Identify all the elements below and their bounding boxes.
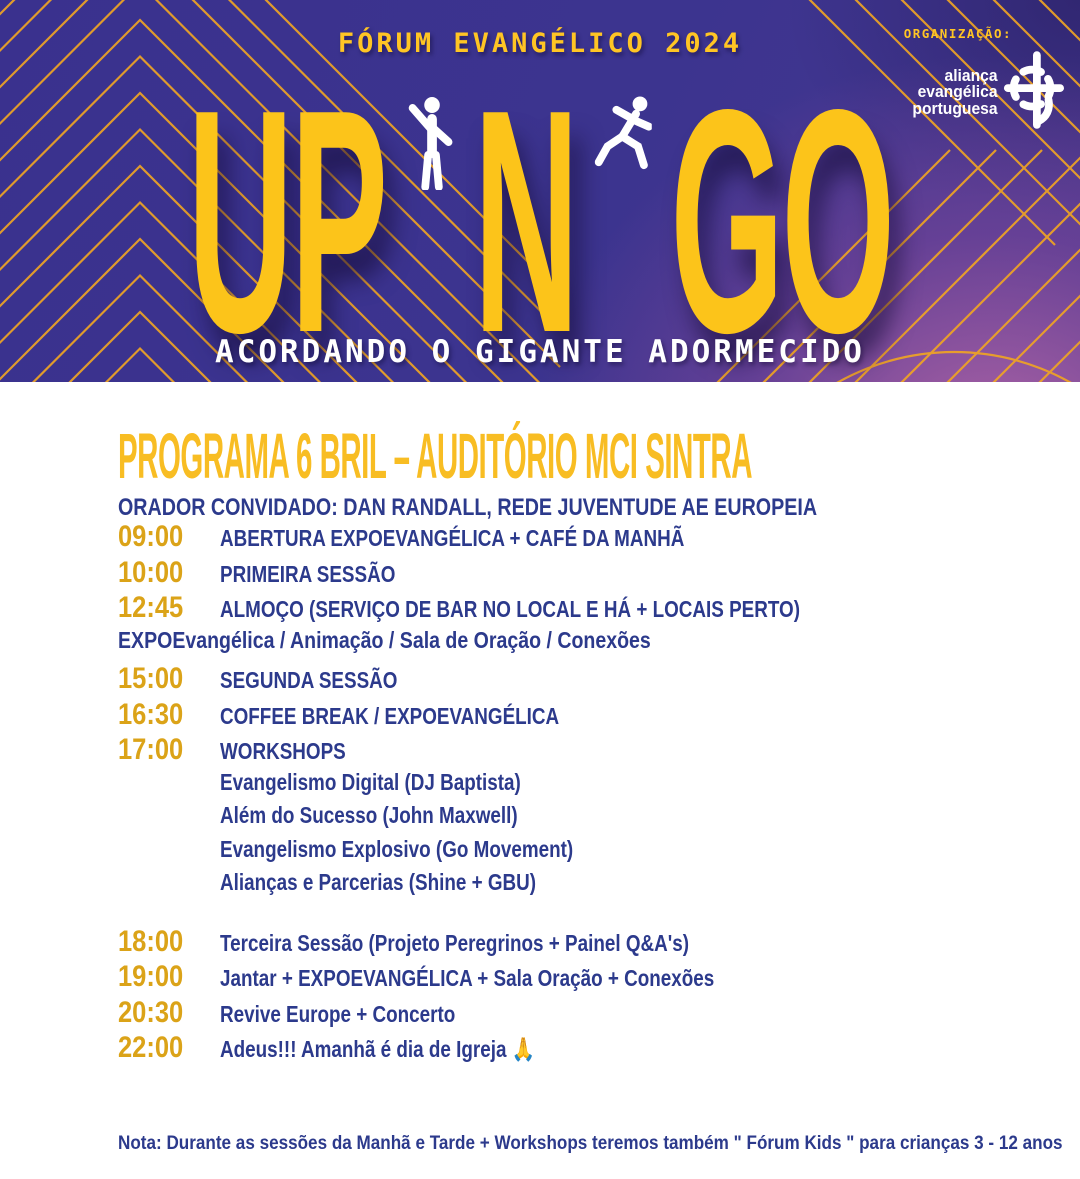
evening-schedule xyxy=(118,925,1018,1067)
organization-name xyxy=(912,65,998,118)
schedule-time: 09:00 xyxy=(118,520,184,553)
workshop-row xyxy=(220,869,1018,903)
workshop-row xyxy=(220,769,1018,803)
schedule-label: ABERTURA EXPOEVANGÉLICA + CAFÉ DA MANHÃ xyxy=(220,525,685,551)
workshop-row xyxy=(220,836,1018,870)
schedule-row xyxy=(118,996,1018,1032)
schedule-interlude xyxy=(118,627,1018,663)
schedule-row xyxy=(118,925,1018,961)
schedule-time: 20:30 xyxy=(118,995,184,1029)
schedule-row xyxy=(118,520,1018,556)
schedule-label: ALMOÇO (SERVIÇO DE BAR NO LOCAL E HÁ + LOCAIS PERTO) xyxy=(220,596,800,622)
schedule-label: PRIMEIRA SESSÃO xyxy=(220,560,396,587)
schedule-row xyxy=(118,556,1018,592)
schedule-time: 15:00 xyxy=(118,662,184,695)
title-word-n: N xyxy=(473,44,577,382)
schedule-label: Terceira Sessão (Projeto Peregrinos + Painel Q&A's) xyxy=(220,929,690,956)
schedule-row xyxy=(118,591,1018,627)
speaker-line: ORADOR CONVIDADO: DAN RANDALL, REDE JUVENTUDE AE EUROPEIA xyxy=(118,494,818,521)
workshop-row xyxy=(220,802,1018,836)
organization-name-line: portuguesa xyxy=(912,98,998,118)
schedule-time: 19:00 xyxy=(118,960,184,993)
footer-note: Nota: Durante as sessões da Manhã e Tarde + Workshops teremos também " Fórum Kids " para crianças 3 - 12 anos xyxy=(118,1132,1063,1154)
schedule-label: COFFEE BREAK / EXPOEVANGÉLICA xyxy=(220,702,560,729)
program-section xyxy=(118,420,1063,1155)
schedule-time: 22:00 xyxy=(118,1031,184,1064)
organization-block xyxy=(904,26,1064,136)
schedule-label: Revive Europe + Concerto xyxy=(220,1000,456,1027)
workshop-label: Evangelismo Explosivo (Go Movement) xyxy=(220,835,574,862)
aep-cross-icon xyxy=(1002,49,1064,136)
person-running-icon xyxy=(595,95,652,182)
program-heading: PROGRAMA 6 BRIL – AUDITÓRIO MCI SINTRA xyxy=(118,420,753,492)
workshop-label: Evangelismo Digital (DJ Baptista) xyxy=(220,768,521,795)
schedule-label: Adeus!!! Amanhã é dia de Igreja 🙏 xyxy=(220,1036,536,1062)
title-word-go: GO xyxy=(670,44,893,382)
person-waving-icon xyxy=(404,95,456,195)
schedule-time: 18:00 xyxy=(118,924,184,958)
schedule-label: WORKSHOPS xyxy=(220,738,346,764)
event-title: FÓRUM EVANGÉLICO 2024 xyxy=(337,28,743,59)
schedule xyxy=(118,520,1018,1067)
schedule-row xyxy=(118,698,1018,734)
schedule-label: SEGUNDA SESSÃO xyxy=(220,667,398,693)
schedule-row xyxy=(118,662,1018,698)
schedule-label: Jantar + EXPOEVANGÉLICA + Sala Oração + Conexões xyxy=(220,965,715,991)
workshop-label: Alianças e Parcerias (Shine + GBU) xyxy=(220,869,537,895)
organization-name-line: evangélica xyxy=(918,82,998,102)
banner-subtitle: ACORDANDO O GIGANTE ADORMECIDO xyxy=(215,334,865,370)
schedule-row xyxy=(118,1031,1018,1067)
schedule-time: 12:45 xyxy=(118,591,184,624)
schedule-time: 17:00 xyxy=(118,733,184,766)
workshop-label: Além do Sucesso (John Maxwell) xyxy=(220,802,518,828)
organization-label: ORGANIZAÇÃO: xyxy=(903,26,1012,41)
schedule-row xyxy=(118,733,1018,769)
schedule-row xyxy=(118,960,1018,996)
schedule-time: 10:00 xyxy=(118,555,184,589)
title-word-up: UP xyxy=(187,44,386,382)
banner xyxy=(0,0,1080,382)
schedule-label: EXPOEvangélica / Animação / Sala de Oração / Conexões xyxy=(118,626,651,653)
schedule-time: 16:30 xyxy=(118,697,184,731)
organization-name-line: aliança xyxy=(944,65,998,85)
